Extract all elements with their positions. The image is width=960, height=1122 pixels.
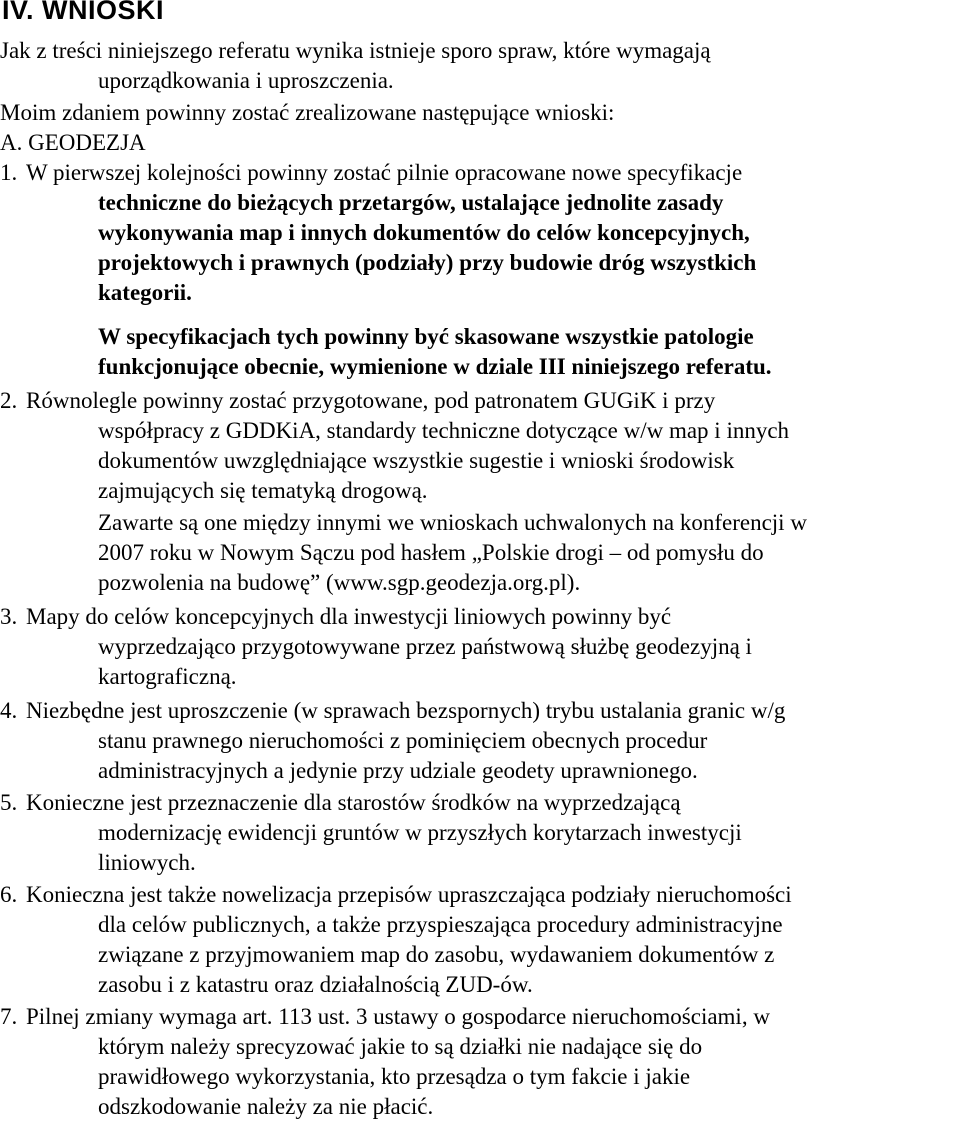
list-item-line: prawidłowego wykorzystania, kto przesądza o tym fakcie i jakie <box>98 1064 691 1089</box>
section-a-heading: A. GEODEZJA <box>0 130 146 155</box>
list-item-line: kartograficzną. <box>98 664 237 689</box>
list-item-line: dla celów publicznych, a także przyspieszająca procedury administracyjne <box>98 912 783 937</box>
list-item-2-paragraph2 <box>98 508 807 598</box>
list-item-line: współpracy z GDDKiA, standardy techniczne dotyczące w/w map i innych <box>98 418 790 443</box>
list-item-line: zajmujących się tematyką drogową. <box>98 478 428 503</box>
list-item-line: W pierwszej kolejności powinny zostać pilnie opracowane nowe specyfikacje <box>26 160 743 185</box>
list-item-4 <box>0 696 960 786</box>
list-item-line: modernizację ewidencji gruntów w przyszłych korytarzach inwestycji <box>98 820 742 845</box>
list-item-line: projektowych i prawnych (podziały) przy budowie dróg wszystkich <box>98 250 757 275</box>
list-item-line: zasobu i z katastru oraz działalnością ZUD-ów. <box>98 972 533 997</box>
section-heading: IV. WNIOSKI <box>2 0 165 25</box>
list-item-number: 6. <box>0 882 18 907</box>
list-item-number: 5. <box>0 790 18 815</box>
list-item-line: Konieczna jest także nowelizacja przepisów upraszczająca podziały nieruchomości <box>26 882 792 907</box>
list-item-line: 2007 roku w Nowym Sączu pod hasłem „Polskie drogi – od pomysłu do <box>98 540 764 565</box>
list-item-2 <box>0 386 960 506</box>
list-item-line: wyprzedzająco przygotowywane przez państwową służbę geodezyjną i <box>98 634 752 659</box>
list-item-line: którym należy sprecyzować jakie to są działki nie nadające się do <box>98 1034 703 1059</box>
list-item-line: kategorii. <box>98 280 192 305</box>
list-item-7 <box>0 1002 960 1120</box>
list-item-number: 3. <box>0 604 18 629</box>
list-item-line: Równolegle powinny zostać przygotowane, pod patronatem GUGiK i przy <box>26 388 716 413</box>
list-item-line: Niezbędne jest uproszczenie (w sprawach bezspornych) trybu ustalania granic w/g <box>26 698 786 723</box>
list-item-line: liniowych. <box>98 850 196 875</box>
list-item-line: funkcjonujące obecnie, wymienione w dziale III niniejszego referatu. <box>98 354 772 379</box>
list-item-1 <box>0 158 960 308</box>
intro-line: Jak z treści niniejszego referatu wynika istnieje sporo spraw, które wymagają <box>0 38 711 63</box>
list-item-line: pozwolenia na budowę” (www.sgp.geodezja.org.pl). <box>98 570 581 595</box>
opinion-line: Moim zdaniem powinny zostać zrealizowane następujące wnioski: <box>0 100 615 125</box>
intro-line: uporządkowania i uproszczenia. <box>98 68 394 93</box>
list-item-number: 1. <box>0 160 18 185</box>
list-item-line: Pilnej zmiany wymaga art. 113 ust. 3 ustawy o gospodarce nieruchomościami, w <box>26 1004 770 1029</box>
list-item-5 <box>0 788 960 878</box>
list-item-line: dokumentów uwzględniające wszystkie sugestie i wnioski środowisk <box>98 448 735 473</box>
list-item-number: 4. <box>0 698 18 723</box>
list-item-line: Zawarte są one między innymi we wnioskach uchwalonych na konferencji w <box>98 510 807 535</box>
list-item-number: 7. <box>0 1004 18 1029</box>
list-item-3 <box>0 602 960 692</box>
list-item-line: wykonywania map i innych dokumentów do celów koncepcyjnych, <box>98 220 750 245</box>
intro-paragraph <box>0 36 711 96</box>
list-item-line: Konieczne jest przeznaczenie dla starostów środków na wyprzedzającą <box>26 790 681 815</box>
list-item-line: W specyfikacjach tych powinny być skasowane wszystkie patologie <box>98 324 754 349</box>
list-item-line: związane z przyjmowaniem map do zasobu, wydawaniem dokumentów z <box>98 942 775 967</box>
list-item-line: stanu prawnego nieruchomości z pominięciem obecnych procedur <box>98 728 708 753</box>
list-item-6 <box>0 880 960 1000</box>
list-item-line: techniczne do bieżących przetargów, ustalające jednolite zasady <box>98 190 724 215</box>
list-item-line: Mapy do celów koncepcyjnych dla inwestycji liniowych powinny być <box>26 604 672 629</box>
list-item-1-paragraph2 <box>98 322 772 382</box>
list-item-line: odszkodowanie należy za nie płacić. <box>98 1094 434 1119</box>
list-item-line: administracyjnych a jedynie przy udziale geodety uprawnionego. <box>98 758 698 783</box>
list-item-number: 2. <box>0 388 18 413</box>
